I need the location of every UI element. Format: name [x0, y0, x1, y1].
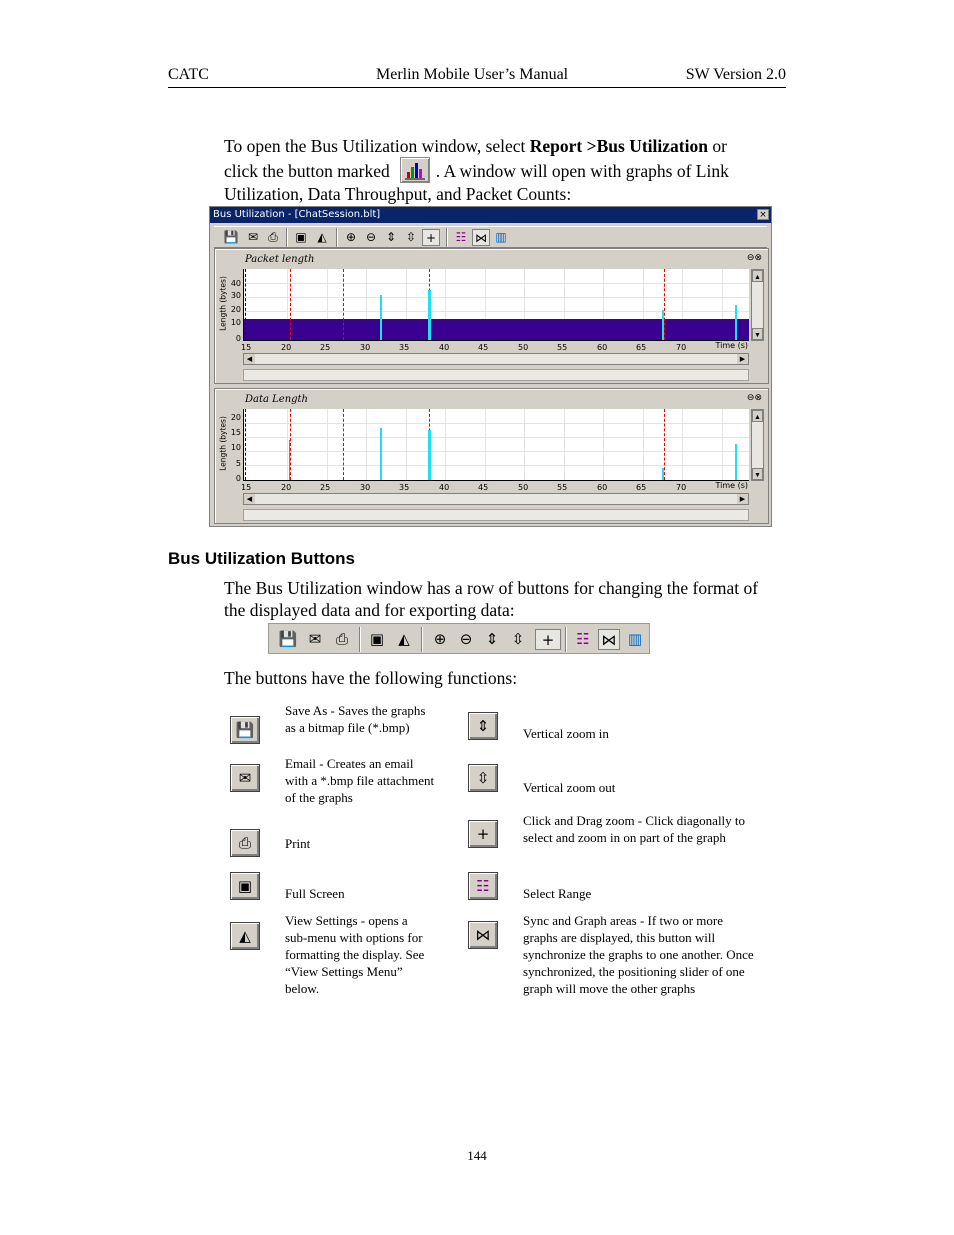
vertical-zoom-in-icon: ⇕: [468, 712, 498, 740]
packet-fill: [244, 319, 749, 340]
y-tick: 10: [230, 443, 241, 452]
scroll-down-icon[interactable]: ▼: [752, 468, 763, 480]
floppy-disk-icon: 💾: [230, 716, 260, 744]
graph-areas-icon[interactable]: ▥: [627, 630, 643, 648]
print-description: Print: [285, 836, 311, 851]
view-settings-icon: ◭: [230, 922, 260, 950]
x-tick: 20: [281, 343, 292, 352]
position-slider[interactable]: [243, 369, 749, 381]
graph-areas-icon[interactable]: ▥: [495, 230, 507, 244]
vertical-zoom-out-icon[interactable]: ⇳: [405, 230, 417, 244]
select-range-icon[interactable]: ☷: [576, 630, 590, 648]
y-tick: 5: [235, 459, 241, 468]
select-range-icon: ☷: [468, 872, 498, 900]
horizontal-scrollbar[interactable]: [243, 353, 749, 365]
plot-area[interactable]: [243, 409, 749, 481]
vertical-scrollbar[interactable]: [751, 269, 764, 341]
sync-icon: ⋈: [468, 921, 498, 949]
save-description: Save As - Saves the graphs as a bitmap file (*.bmp): [285, 703, 426, 735]
vertical-zoom-in-icon[interactable]: ⇕: [485, 630, 499, 648]
y-tick: 40: [230, 279, 241, 288]
x-tick: 70: [676, 483, 687, 492]
y-tick: 10: [230, 318, 241, 327]
header-version: SW Version 2.0: [685, 66, 786, 83]
toolbar-separator: [446, 228, 448, 247]
intro-paragraph: To open the Bus Utilization window, select Report >Bus Utilization or click the button marked . A window will open with graphs of Link Utilization, Data Throughput, and Packet Counts:: [224, 136, 729, 204]
x-axis-label: Time (s): [715, 341, 748, 350]
toolbar-separator: [359, 627, 361, 652]
x-tick: 35: [399, 343, 410, 352]
crosshair-icon[interactable]: +: [422, 229, 440, 246]
zoom-out-icon[interactable]: ⊖: [365, 230, 377, 244]
bus-utilization-toolbar: [268, 623, 650, 654]
vertical-scrollbar[interactable]: [751, 409, 764, 481]
monitor-icon[interactable]: ▣: [295, 230, 307, 244]
window-title: Bus Utilization - [ChatSession.blt]: [213, 209, 381, 220]
section-paragraph: The Bus Utilization window has a row of buttons for changing the format of the displayed data and for exporting data:: [224, 578, 759, 620]
toolbar-separator: [565, 627, 567, 652]
crosshair-icon: +: [468, 820, 498, 848]
zoom-out-icon[interactable]: ⊖: [459, 630, 473, 648]
floppy-disk-icon[interactable]: 💾: [278, 630, 298, 648]
x-tick: 40: [439, 483, 450, 492]
x-tick: 30: [360, 483, 371, 492]
x-tick: 60: [597, 483, 608, 492]
toolbar-separator: [336, 228, 338, 247]
scroll-right-icon[interactable]: ▶: [737, 494, 748, 504]
printer-icon[interactable]: ⎙: [335, 630, 348, 648]
y-tick: 0: [235, 334, 241, 343]
x-tick: 30: [360, 343, 371, 352]
x-tick: 55: [557, 343, 568, 352]
scroll-right-icon[interactable]: ▶: [737, 354, 748, 364]
printer-icon[interactable]: ⎙: [268, 230, 278, 244]
plot-area[interactable]: [243, 269, 749, 341]
viewsettings-description: View Settings - opens a sub-menu with options for formatting the display. See “View Settings Menu” below.: [285, 913, 425, 996]
graph-title: Packet length: [245, 254, 315, 265]
sync-description: Sync and Graph areas - If two or more graphs are displayed, this button will synchronize the graphs to one another. Once synchronized, the positioning slider of one graph will move the other graphs: [523, 913, 754, 996]
window-toolbar: [214, 226, 767, 248]
position-slider[interactable]: [243, 509, 749, 521]
vertical-zoom-out-icon[interactable]: ⇳: [511, 630, 525, 648]
y-axis-label: Length (bytes): [218, 276, 228, 331]
bar-chart-icon: [400, 157, 430, 183]
graph-title: Data Length: [245, 394, 308, 405]
bus-utilization-window: [209, 206, 772, 527]
email-icon: ✉: [230, 764, 260, 792]
x-tick: 60: [597, 343, 608, 352]
email-description: Email - Creates an email with a *.bmp file attachment of the graphs: [285, 756, 435, 805]
data-length-graph: [214, 388, 769, 524]
vertical-zoom-out-icon: ⇳: [468, 764, 498, 792]
vzoomin-description: Vertical zoom in: [523, 726, 609, 741]
x-tick: 25: [320, 483, 331, 492]
scroll-down-icon[interactable]: ▼: [752, 328, 763, 340]
view-settings-icon[interactable]: ◭: [398, 630, 410, 648]
graph-controls[interactable]: ⊖⊗: [746, 393, 762, 403]
header-title: Merlin Mobile User’s Manual: [376, 66, 569, 83]
printer-icon: ⎙: [230, 829, 260, 857]
x-tick: 35: [399, 483, 410, 492]
x-tick: 50: [518, 343, 529, 352]
x-tick: 45: [478, 343, 489, 352]
x-tick: 15: [241, 483, 252, 492]
select-range-icon[interactable]: ☷: [455, 230, 467, 244]
x-tick: 40: [439, 343, 450, 352]
crosshair-icon[interactable]: +: [535, 629, 561, 650]
page-header: [168, 66, 786, 88]
page-number: 144: [467, 1148, 487, 1163]
view-settings-icon[interactable]: ◭: [317, 230, 327, 244]
x-tick: 70: [676, 343, 687, 352]
x-tick: 25: [320, 343, 331, 352]
email-icon[interactable]: ✉: [308, 630, 322, 648]
fullscreen-description: Full Screen: [285, 886, 345, 901]
y-axis-label: Length (bytes): [218, 416, 228, 471]
floppy-disk-icon[interactable]: 💾: [223, 230, 239, 244]
y-tick: 20: [230, 305, 241, 314]
zoom-in-icon[interactable]: ⊕: [433, 630, 447, 648]
y-tick: 30: [230, 291, 241, 300]
zoom-in-icon[interactable]: ⊕: [345, 230, 357, 244]
x-tick: 65: [636, 343, 647, 352]
functions-intro: The buttons have the following functions:: [224, 668, 518, 688]
monitor-icon[interactable]: ▣: [369, 630, 385, 648]
monitor-icon: ▣: [230, 872, 260, 900]
x-axis-label: Time (s): [715, 481, 748, 490]
sync-icon[interactable]: ⋈: [472, 229, 490, 246]
scroll-up-icon[interactable]: ▲: [752, 410, 763, 422]
x-tick: 50: [518, 483, 529, 492]
dragzoom-description: Click and Drag zoom - Click diagonally to select and zoom in on part of the graph: [523, 813, 746, 845]
x-tick: 15: [241, 343, 252, 352]
sync-icon[interactable]: ⋈: [598, 629, 620, 650]
scroll-left-icon[interactable]: ◀: [244, 494, 255, 504]
y-tick: 20: [230, 413, 241, 422]
window-titlebar: [210, 207, 771, 223]
toolbar-separator: [421, 627, 423, 652]
horizontal-scrollbar[interactable]: [243, 493, 749, 505]
selectrange-description: Select Range: [523, 886, 592, 901]
graph-controls[interactable]: ⊖⊗: [746, 253, 762, 263]
vertical-zoom-in-icon[interactable]: ⇕: [385, 230, 397, 244]
y-tick: 15: [230, 428, 241, 437]
scroll-left-icon[interactable]: ◀: [244, 354, 255, 364]
section-heading: Bus Utilization Buttons: [168, 549, 355, 568]
y-tick: 0: [235, 474, 241, 483]
close-icon[interactable]: ×: [757, 209, 769, 220]
scroll-up-icon[interactable]: ▲: [752, 270, 763, 282]
vzoomout-description: Vertical zoom out: [523, 780, 616, 795]
packet-length-graph: [214, 248, 769, 384]
toolbar-separator: [286, 228, 288, 247]
header-left: CATC: [168, 66, 209, 83]
x-tick: 65: [636, 483, 647, 492]
email-icon[interactable]: ✉: [247, 230, 259, 244]
x-tick: 45: [478, 483, 489, 492]
x-tick: 55: [557, 483, 568, 492]
x-tick: 20: [281, 483, 292, 492]
